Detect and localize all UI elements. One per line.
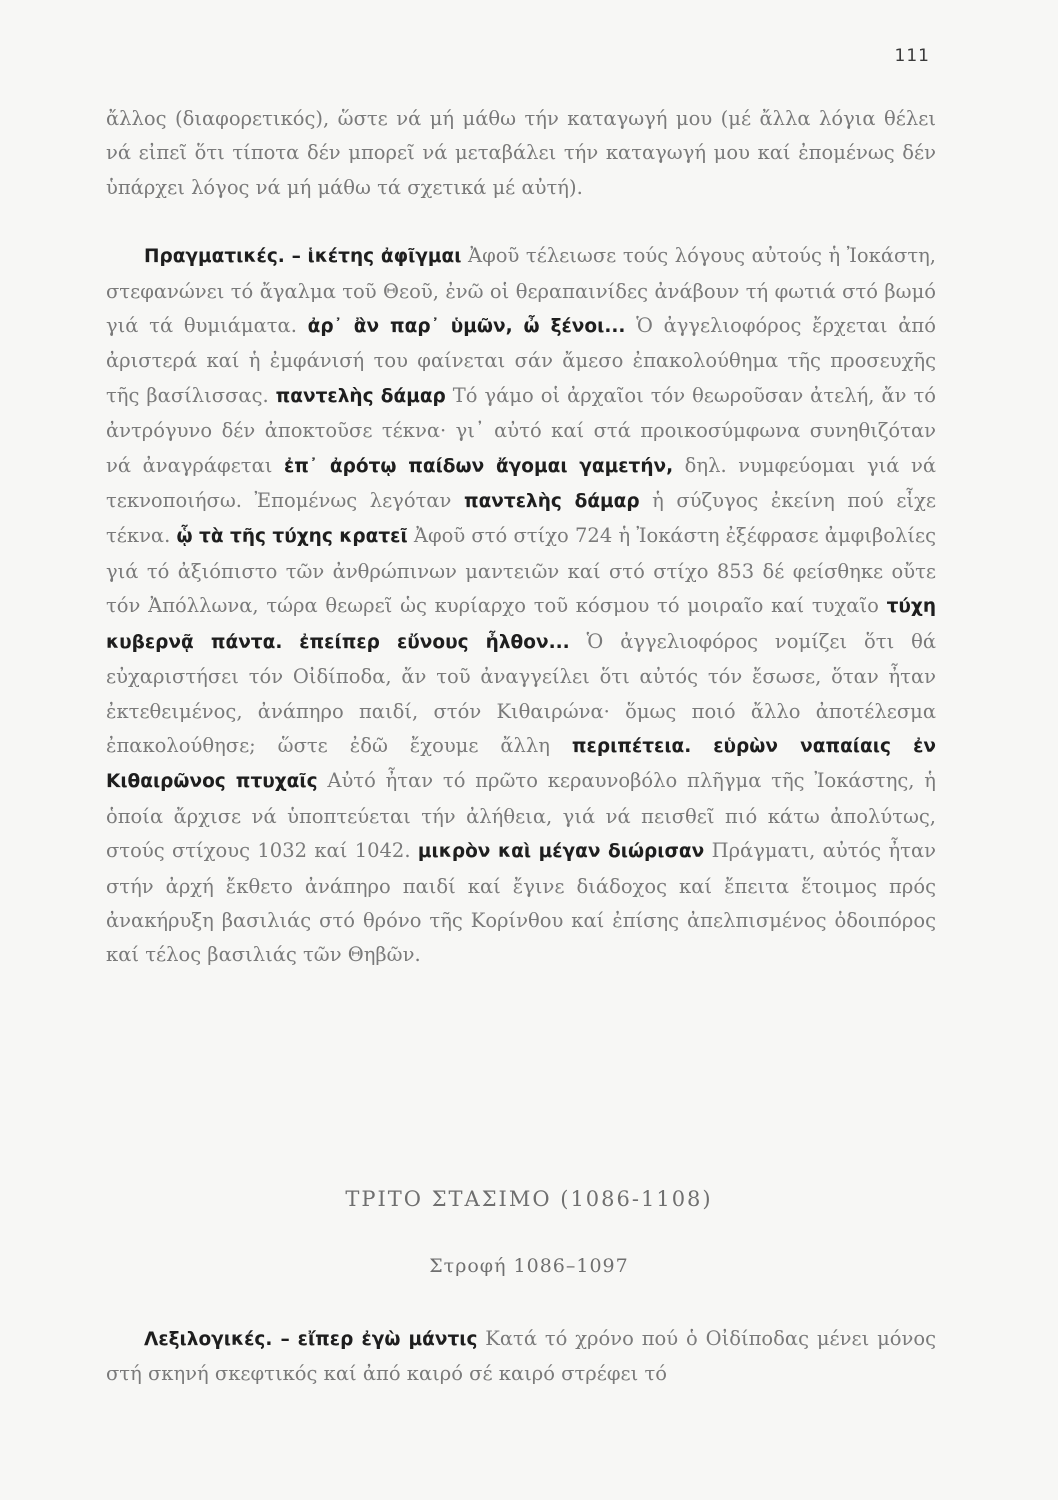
lemma: ἱκέτης ἀφῖγμαι — [307, 246, 462, 268]
commentary-text: Ὁ ἀγγελιοφόρος ἔρχεται ἀπό ἀριστερά καί ἡ ἐμφάνισή του φαίνεται σάν ἄμεσο ἐπακολούθημα τῆς προσευχῆς τῆς βασίλισσας. — [106, 314, 936, 407]
commentary-text — [282, 630, 299, 653]
second-text-block — [106, 1322, 936, 1392]
section-title: ΤΡΙΤΟ ΣΤΑΣΙΜΟ (1086-1108) — [345, 1187, 713, 1211]
lemma: τύχη κυβερνᾷ πάντα. — [106, 596, 936, 653]
lemma: παντελὴς δάμαρ — [275, 385, 446, 407]
subsection-title: Στροφή 1086–1097 — [429, 1255, 629, 1277]
commentary-text: Πράγματι, αὐτός ἦταν στήν ἀρχή ἔκθετο ἀνάπηρο παιδί καί ἔγινε διάδοχος καί ἔπειτα ἕτοιμος πρός ἀνακήρυξη βασιλιάς στό θρόνο τῆς Κορίνθου καί ἐπίσης ἀπελπισμένος ὁδοιπόρος καί τέλος βασιλιάς τῶν Θηβῶν. — [106, 839, 936, 967]
paragraph-pragmatikes — [106, 239, 936, 973]
lemma: παντελὴς δάμαρ — [463, 491, 640, 513]
commentary-text: Τό γάμο οἱ ἀρχαῖοι τόν θεωροῦσαν ἀτελή, ἄν τό ἀντρόγυνο δέν ἀποκτοῦσε τέκνα· γι᾽ αὐτό καί στά προικοσύμφωνα συνηθιζόταν νά ἀναγράφεται — [106, 383, 936, 477]
paragraph-lexilogikes — [106, 1322, 936, 1392]
lemma: ἐπείπερ εὔνους ἦλθον... — [299, 631, 570, 653]
page-number: 111 — [894, 46, 930, 66]
commentary-text: Ἀφοῦ στό στίχο 724 ἡ Ἰοκάστη ἐξέφρασε ἀμφιβολίες γιά τό ἀξιόπιστο τῶν ἀνθρώπινων μαντειῶν καί στό στίχο 853 δέ φείσθηκε οὔτε τόν Ἀπόλλωνα, τώρα θεωρεῖ ὡς κυρίαρχο τοῦ κόσμου τό μοιραῖο καί τυχαῖο — [106, 524, 936, 618]
lemma: ἐπ᾽ ἀρότῳ παίδων ἄγομαι γαμετήν, — [283, 455, 674, 477]
commentary-text: Ἀφοῦ τέλειωσε τούς λόγους αὐτούς ἡ Ἰοκάστη, στεφανώνει τό ἄγαλμα τοῦ Θεοῦ, ἐνῶ οἱ θεραπαινίδες ἀνάβουν τή φωτιά στό βωμό γιά τά θυμιάματα. — [106, 244, 936, 338]
section-heading-pragmatikes: Πραγματικές. – — [144, 246, 301, 268]
commentary-text: Αὐτό ἦταν τό πρῶτο κεραυνοβόλο πλῆγμα τῆς Ἰοκάστης, ἡ ὁποία ἄρχισε νά ὑποπτεύεται τήν ἀλήθεια, γιά νά πεισθεῖ πιό κάτω ἀπολύτως, στούς στίχους 1032 καί 1042. — [106, 769, 936, 863]
lemma: περιπέτεια. — [571, 735, 692, 757]
lemma: ἀρ᾽ ἂν παρ᾽ ὑμῶν, ὦ ξένοι... — [307, 316, 626, 338]
section-heading-lexilogikes: Λεξιλογικές. – — [144, 1329, 290, 1350]
lemma: ᾧ τὰ τῆς τύχης κρατεῖ — [176, 526, 408, 548]
lemma: εἴπερ ἐγὼ μάντις — [297, 1329, 478, 1350]
commentary-text: Ὁ ἀγγελιοφόρος νομίζει ὅτι θά εὐχαριστήσει τόν Οἰδίποδα, ἄν τοῦ ἀναγγείλει ὅτι αὐτός τόν ἔσωσε, ὅταν ἦταν ἐκτεθειμένος, ἀνάπηρο παιδί, στόν Κιθαιρώνα· ὅμως ποιό ἄλλο ἀποτέλεσμα ἐπακολούθησε; ὥστε ἐδῶ ἔχουμε ἄλλη — [106, 629, 937, 757]
commentary-text: Κατά τό χρόνο πού ὁ Οἰδίποδας μένει μόνος στή σκηνή σκεφτικός καί ἀπό καιρό σέ καιρό στρέφει τό — [106, 1327, 937, 1386]
commentary-text: ἡ σύζυγος ἐκείνη πού εἶχε τέκνα. — [106, 489, 936, 548]
paragraph-continuation — [106, 102, 936, 205]
commentary-text: δηλ. νυμφεύομαι γιά νά τεκνοποιήσω. Ἐπομένως λεγόταν — [106, 453, 936, 513]
lemma: μικρὸν καὶ μέγαν διώρισαν — [417, 841, 705, 863]
main-text-block — [106, 102, 936, 973]
lemma: εὑρὼν ναπαίαις ἐν Κιθαιρῶνος πτυχαῖς — [106, 735, 936, 793]
paragraph-text: ἄλλος (διαφορετικός), ὥστε νά μή μάθω τήν καταγωγή μου (μέ ἄλλα λόγια θέλει νά εἰπεῖ ὅτι τίποτα δέν μπορεῖ νά μεταβάλει τήν καταγωγή μου καί ἐπομένως δέν ὑπάρχει λόγος νά μή μάθω τά σχετικά μέ αὐτή). — [106, 107, 936, 199]
commentary-text — [691, 734, 713, 757]
